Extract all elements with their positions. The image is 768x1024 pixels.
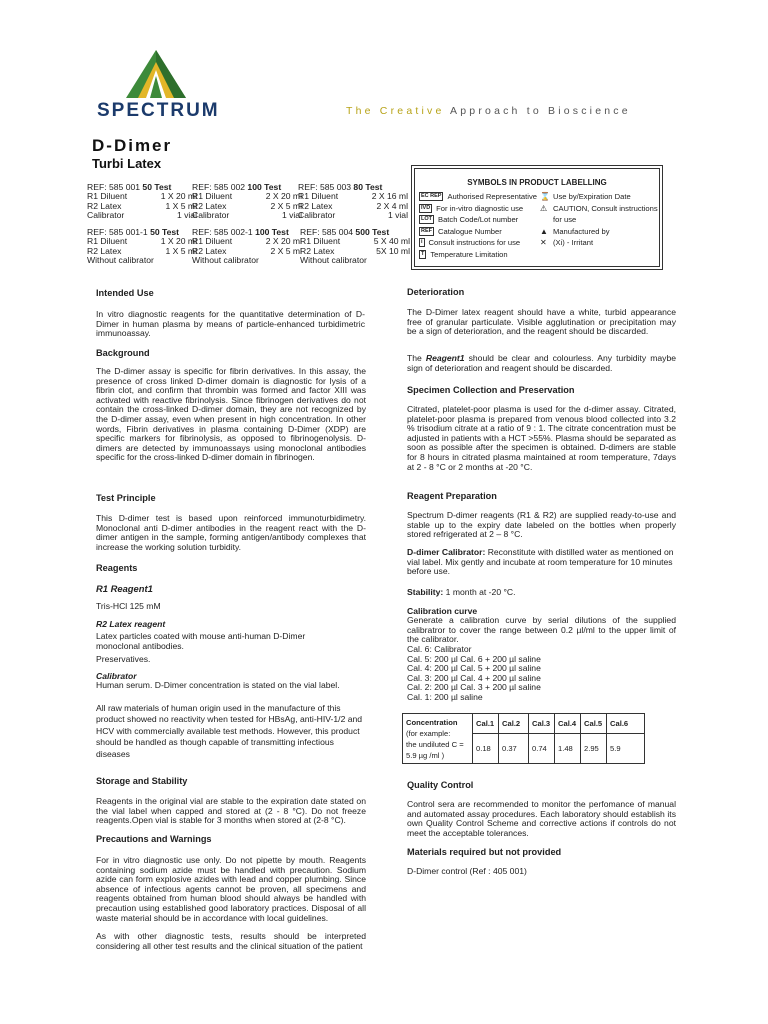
kit-ref-code: REF: 585 002-1 bbox=[192, 227, 253, 237]
symbol-entry bbox=[419, 215, 518, 224]
table-header: Cal.5 bbox=[581, 714, 607, 734]
kit-component: R2 Latex bbox=[87, 245, 122, 256]
d-dimer-calibrator-label: D-dimer Calibrator: bbox=[407, 547, 486, 557]
det2-post: should be clear and colourless. Any turbidity maybe sign of deterioration and reagent should be discarded. bbox=[407, 353, 676, 373]
symbols-title: SYMBOLS IN PRODUCT LABELLING bbox=[467, 178, 607, 187]
kit-component: R2 Latex bbox=[192, 200, 227, 211]
symbol-label: (Xi) - Irritant bbox=[553, 238, 594, 247]
symbol-entry bbox=[419, 238, 520, 247]
kit-quantity: 2 X 4 ml bbox=[376, 200, 408, 211]
product-title: D-Dimer bbox=[92, 136, 173, 155]
symbols-box bbox=[414, 168, 660, 267]
r1-text: Tris-HCl 125 mM bbox=[96, 601, 161, 611]
kit-component: R2 Latex bbox=[300, 245, 335, 256]
reagent-prep-heading: Reagent Preparation bbox=[407, 491, 497, 501]
specimen-heading: Specimen Collection and Preservation bbox=[407, 385, 575, 395]
kit-ref-code: REF: 585 002 bbox=[192, 182, 246, 192]
symbol-entry bbox=[540, 215, 576, 224]
intended-use-heading: Intended Use bbox=[96, 288, 154, 298]
kit-quantity: 1 X 20 ml bbox=[160, 191, 197, 202]
kit-block bbox=[298, 183, 408, 221]
symbol-label: Temperature Limitation bbox=[430, 249, 508, 259]
stability-text bbox=[407, 588, 516, 598]
quality-control-heading: Quality Control bbox=[407, 780, 474, 790]
d-dimer-calibrator-text bbox=[407, 548, 676, 577]
kit-component: R1 Diluent bbox=[87, 191, 128, 202]
precautions-heading: Precautions and Warnings bbox=[96, 834, 212, 844]
kit-quantity: 2 X 16 ml bbox=[371, 191, 408, 202]
kit-component: Without calibrator bbox=[192, 255, 259, 266]
kit-line bbox=[300, 256, 410, 265]
quality-control-text: Control sera are recommended to monitor the perfomance of manual and automated assay procedures. Each laboratory should establish its own Quality Control Scheme and corrective actions if controls do not meet the acceptable tolerances. bbox=[407, 799, 676, 838]
precautions-text: For in vitro diagnostic use only. Do not pipette by mouth. Reagents containing sodium azide must be handled with precaution. Sodium azide can form explosive azides with lead and copper plumbing. Since absence of infectious agents cannot be proven, all specimens and reagents obtained from human blood should always be handled with precaution using established good laboratory practices. Disposal of all waste material should be in accordance with local guidelines. bbox=[96, 855, 366, 923]
deterioration-text-2 bbox=[407, 354, 676, 373]
symbol-label: CAUTION, Consult instructions bbox=[553, 203, 658, 213]
calibrator-heading: Calibrator bbox=[96, 671, 137, 681]
kit-block bbox=[192, 228, 302, 266]
storage-text: Reagents in the original vial are stable to the expiration date stated on the vial label when capped and stored at (2 - 8 °C). Do not freeze reagents.Open vial is stable for 3 months when stored at (2-8 °C). bbox=[96, 796, 366, 826]
symbol-entry bbox=[540, 227, 610, 236]
specimen-text: Citrated, platelet-poor plasma is used for the d-dimer assay. Citrated, platelet-poor plasma is prepared from venous blood collected into 3.2 % trisodium citrate at a ratio of 9 : 1. The citrate concentration must be adjusted in patients with a HCT >55%. Plasma should be separated as soon as possible after the specimen is obtained. D-dimers are stable for 8 hours in citrated plasma maintained at room temperature, 7days at 2 - 8 °C or 2 months at -20 °C. bbox=[407, 404, 676, 472]
symbol-entry bbox=[419, 204, 523, 213]
symbol-icon: ✕ bbox=[540, 238, 547, 247]
table-cell: 1.48 bbox=[555, 734, 581, 764]
kit-size: 50 Test bbox=[150, 227, 180, 237]
kit-component: R1 Diluent bbox=[192, 236, 233, 247]
kit-size: 500 Test bbox=[355, 227, 390, 237]
calibration-curve-heading: Calibration curve bbox=[407, 606, 478, 616]
kit-quantity: 2 X 5 ml bbox=[270, 245, 302, 256]
table-header: Cal.6 bbox=[607, 714, 645, 734]
symbol-entry bbox=[540, 204, 658, 213]
kit-component: Calibrator bbox=[192, 210, 230, 221]
background-heading: Background bbox=[96, 348, 150, 358]
kit-component: Calibrator bbox=[298, 210, 336, 221]
kit-component: R1 Diluent bbox=[298, 191, 339, 202]
deterioration-heading: Deterioration bbox=[407, 287, 465, 297]
table-cell: 0.18 bbox=[473, 734, 499, 764]
d-dimer-calibrator-body: Reconstitute with distilled water as mentioned on vial label. Mix gently and incubate at room temperature for 10 minutes before use. bbox=[407, 547, 674, 577]
kit-quantity: 5 X 40 ml bbox=[373, 236, 410, 247]
kit-size: 80 Test bbox=[353, 182, 383, 192]
r2-preservatives: Preservatives. bbox=[96, 654, 151, 664]
precautions-text-2: As with other diagnostic tests, results should be interpreted considering all other test results and the clinical situation of the patient bbox=[96, 931, 366, 951]
calibration-curve-text: Generate a calibration curve by serial dilutions of the supplied calibratror to cover the range between 0.2 µl/ml to the upper limit of the calibrator. bbox=[407, 615, 676, 645]
symbol-icon: EC REP bbox=[421, 193, 442, 199]
table-cell: 0.74 bbox=[529, 734, 555, 764]
kit-size: 100 Test bbox=[255, 227, 289, 237]
table-cell: 2.95 bbox=[581, 734, 607, 764]
concentration-note-1: (for example: bbox=[406, 728, 451, 738]
symbol-label: Batch Code/Lot number bbox=[438, 215, 519, 224]
tagline bbox=[346, 105, 631, 117]
stability-body: 1 month at -20 °C. bbox=[443, 587, 516, 597]
kit-block bbox=[192, 183, 302, 221]
r1-heading: R1 Reagent1 bbox=[96, 583, 153, 594]
table-header: Cal.3 bbox=[529, 714, 555, 734]
human-origin-text: All raw materials of human origin used in the manufacture of this product showed no reactivity when tested for HBsAg, anti-HIV-1/2 and HCV with commercially available test methods. However, this product should be handled as though capable of transmitting infectious diseases bbox=[96, 703, 363, 759]
symbol-icon: REF bbox=[421, 227, 432, 234]
symbol-label: Use by/Expiration Date bbox=[553, 192, 631, 201]
r2-text: Latex particles coated with mouse anti-human D-Dimer monoclonal antibodies. bbox=[96, 631, 306, 651]
symbol-icon: ⌛ bbox=[540, 192, 550, 201]
kit-component: R1 Diluent bbox=[192, 191, 233, 202]
kit-line bbox=[87, 256, 197, 265]
stability-label: Stability: bbox=[407, 587, 444, 597]
kit-ref-code: REF: 585 003 bbox=[298, 182, 352, 192]
kit-block bbox=[300, 228, 410, 266]
materials-text: D-Dimer control (Ref : 405 001) bbox=[407, 866, 527, 876]
kit-quantity: 5X 10 ml bbox=[376, 245, 410, 256]
kit-quantity: 1 vial bbox=[281, 210, 302, 221]
kit-line bbox=[87, 211, 197, 220]
kit-size: 50 Test bbox=[142, 182, 172, 192]
calibration-table bbox=[402, 713, 645, 764]
symbol-label: Consult instructions for use bbox=[428, 238, 521, 247]
symbol-icon: ▲ bbox=[540, 226, 548, 236]
symbol-icon: T bbox=[421, 250, 425, 257]
table-header: Cal.2 bbox=[499, 714, 529, 734]
intended-use-text: In vitro diagnostic reagents for the quantitative determination of D-Dimer in human plasma by means of particle-enhanced turbidimetric immunoassay. bbox=[96, 309, 365, 339]
kit-component: R2 Latex bbox=[87, 200, 122, 211]
kit-component: Calibrator bbox=[87, 210, 125, 221]
deterioration-text: The D-Dimer latex reagent should have a white, turbid appearance free of granular particulate. Visible agglutination or precipitation may be a sign of deterioration, and the reagent should be discarded. bbox=[407, 307, 676, 337]
materials-heading: Materials required but not provided bbox=[407, 847, 562, 857]
symbol-entry bbox=[419, 192, 537, 201]
calibration-dilutions bbox=[407, 645, 541, 703]
product-subtitle: Turbi Latex bbox=[92, 156, 162, 171]
kit-block bbox=[87, 183, 197, 221]
symbol-icon: IVD bbox=[421, 204, 431, 211]
symbol-icon: LOT bbox=[421, 216, 432, 222]
symbol-label: For in-vitro diagnostic use bbox=[436, 203, 524, 213]
kit-ref-code: REF: 585 001-1 bbox=[87, 227, 148, 237]
storage-heading: Storage and Stability bbox=[96, 776, 188, 786]
brand-name: SPECTRUM bbox=[97, 100, 220, 121]
calibrator-text: Human serum. D-Dimer concentration is stated on the vial label. bbox=[96, 680, 340, 690]
kit-component: Without calibrator bbox=[300, 255, 367, 266]
symbol-label: for use bbox=[553, 215, 577, 224]
symbol-entry bbox=[540, 192, 631, 201]
reagent-prep-text: Spectrum D-dimer reagents (R1 & R2) are supplied ready-to-use and stable up to the expiry date labeled on the bottles when properly stored refrigerated at 2 – 8 °C. bbox=[407, 510, 676, 540]
kit-line bbox=[192, 256, 302, 265]
symbol-label: Catalogue Number bbox=[438, 226, 502, 236]
symbol-entry bbox=[419, 227, 502, 236]
symbol-label: Manufactured by bbox=[553, 226, 610, 236]
kit-ref-code: REF: 585 004 bbox=[300, 227, 354, 237]
symbol-entry bbox=[419, 250, 508, 259]
kit-size: 100 Test bbox=[247, 182, 282, 192]
kit-line bbox=[298, 211, 408, 220]
reagents-heading: Reagents bbox=[96, 563, 138, 573]
dilution-line: Cal. 4: 200 µl Cal. 5 + 200 µl saline bbox=[407, 663, 541, 674]
concentration-label: Concentration bbox=[406, 717, 458, 727]
table-cell: 0.37 bbox=[499, 734, 529, 764]
kit-component: Without calibrator bbox=[87, 255, 154, 266]
background-text: The D-dimer assay is specific for fibrin derivatives. In this assay, the presence of cross linked D-dimer domain is diagnostic for lysis of a fibrin clot, and confirm that thrombin was formed and factor XIII was activated with reactive fibrinolysis. Since fibrinogen derivatives do not contain the cross-linked D-dimer domain, they are not recognized by the D-dimer assay, even when present in high concentration. In other words, Fibrin derivatives in plasma containing D-Dimer (XDP) are specific markers for fibrinolysis, as opposed to fibrinogenolysis. D-dimers are detected by immunoassays using monoclonal antibodies specific for the cross-linked D-dimer domain in fibrinogen. bbox=[96, 366, 366, 463]
dilution-line: Cal. 3: 200 µl Cal. 4 + 200 µl saline bbox=[407, 672, 541, 683]
kit-quantity: 2 X 20 ml bbox=[265, 191, 302, 202]
kit-component: R1 Diluent bbox=[87, 236, 128, 247]
concentration-note-3: 5.9 µg /ml ) bbox=[406, 750, 445, 760]
concentration-note-2: the undiluted C = bbox=[406, 739, 464, 749]
symbol-label: Authorised Representative bbox=[447, 192, 537, 201]
kit-quantity: 2 X 20 ml bbox=[265, 236, 302, 247]
symbol-entry bbox=[540, 238, 593, 247]
table-header: Cal.4 bbox=[555, 714, 581, 734]
det2-pre: The bbox=[407, 353, 426, 363]
det2-reagent: Reagent1 bbox=[425, 353, 465, 363]
kit-ref-code: REF: 585 001 bbox=[87, 182, 141, 192]
kit-block bbox=[87, 228, 197, 266]
dilution-line: Cal. 5: 200 µl Cal. 6 + 200 µl saline bbox=[407, 653, 541, 664]
kit-component: R2 Latex bbox=[298, 200, 333, 211]
test-principle-heading: Test Principle bbox=[96, 493, 156, 503]
test-principle-text: This D-dimer test is based upon reinforced immunoturbidimetry. Monoclonal anti D-dimer antibodies in the reagent react with the D-dimer antigen in the sample, forming antigen/antibody complexes that increase the working solution turbidity. bbox=[96, 513, 366, 552]
kit-quantity: 2 X 5 ml bbox=[270, 200, 302, 211]
kit-component: R1 Diluent bbox=[300, 236, 341, 247]
concentration-cell bbox=[403, 714, 473, 764]
kit-component: R2 Latex bbox=[192, 245, 227, 256]
r2-heading: R2 Latex reagent bbox=[96, 619, 166, 629]
table-header: Cal.1 bbox=[473, 714, 499, 734]
logo-triangle-icon bbox=[124, 48, 188, 100]
kit-quantity: 1 vial bbox=[387, 210, 408, 221]
dilution-line: Cal. 2: 200 µl Cal. 3 + 200 µl saline bbox=[407, 682, 541, 693]
dilution-line: Cal. 6: Calibrator bbox=[407, 644, 472, 654]
kit-quantity: 1 vial bbox=[176, 210, 197, 221]
kit-quantity: 1 X 5 ml bbox=[165, 245, 197, 256]
kit-quantity: 1 X 20 ml bbox=[160, 236, 197, 247]
tagline-rest: Approach to Bioscience bbox=[444, 105, 631, 117]
dilution-line: Cal. 1: 200 µl saline bbox=[407, 691, 483, 702]
kit-line bbox=[192, 211, 302, 220]
tagline-highlight: The Creative bbox=[346, 105, 445, 117]
symbol-icon: i bbox=[421, 239, 423, 245]
symbol-icon: ⚠ bbox=[540, 203, 548, 213]
kit-quantity: 1 X 5 ml bbox=[165, 200, 197, 211]
table-cell: 5.9 bbox=[607, 734, 645, 764]
